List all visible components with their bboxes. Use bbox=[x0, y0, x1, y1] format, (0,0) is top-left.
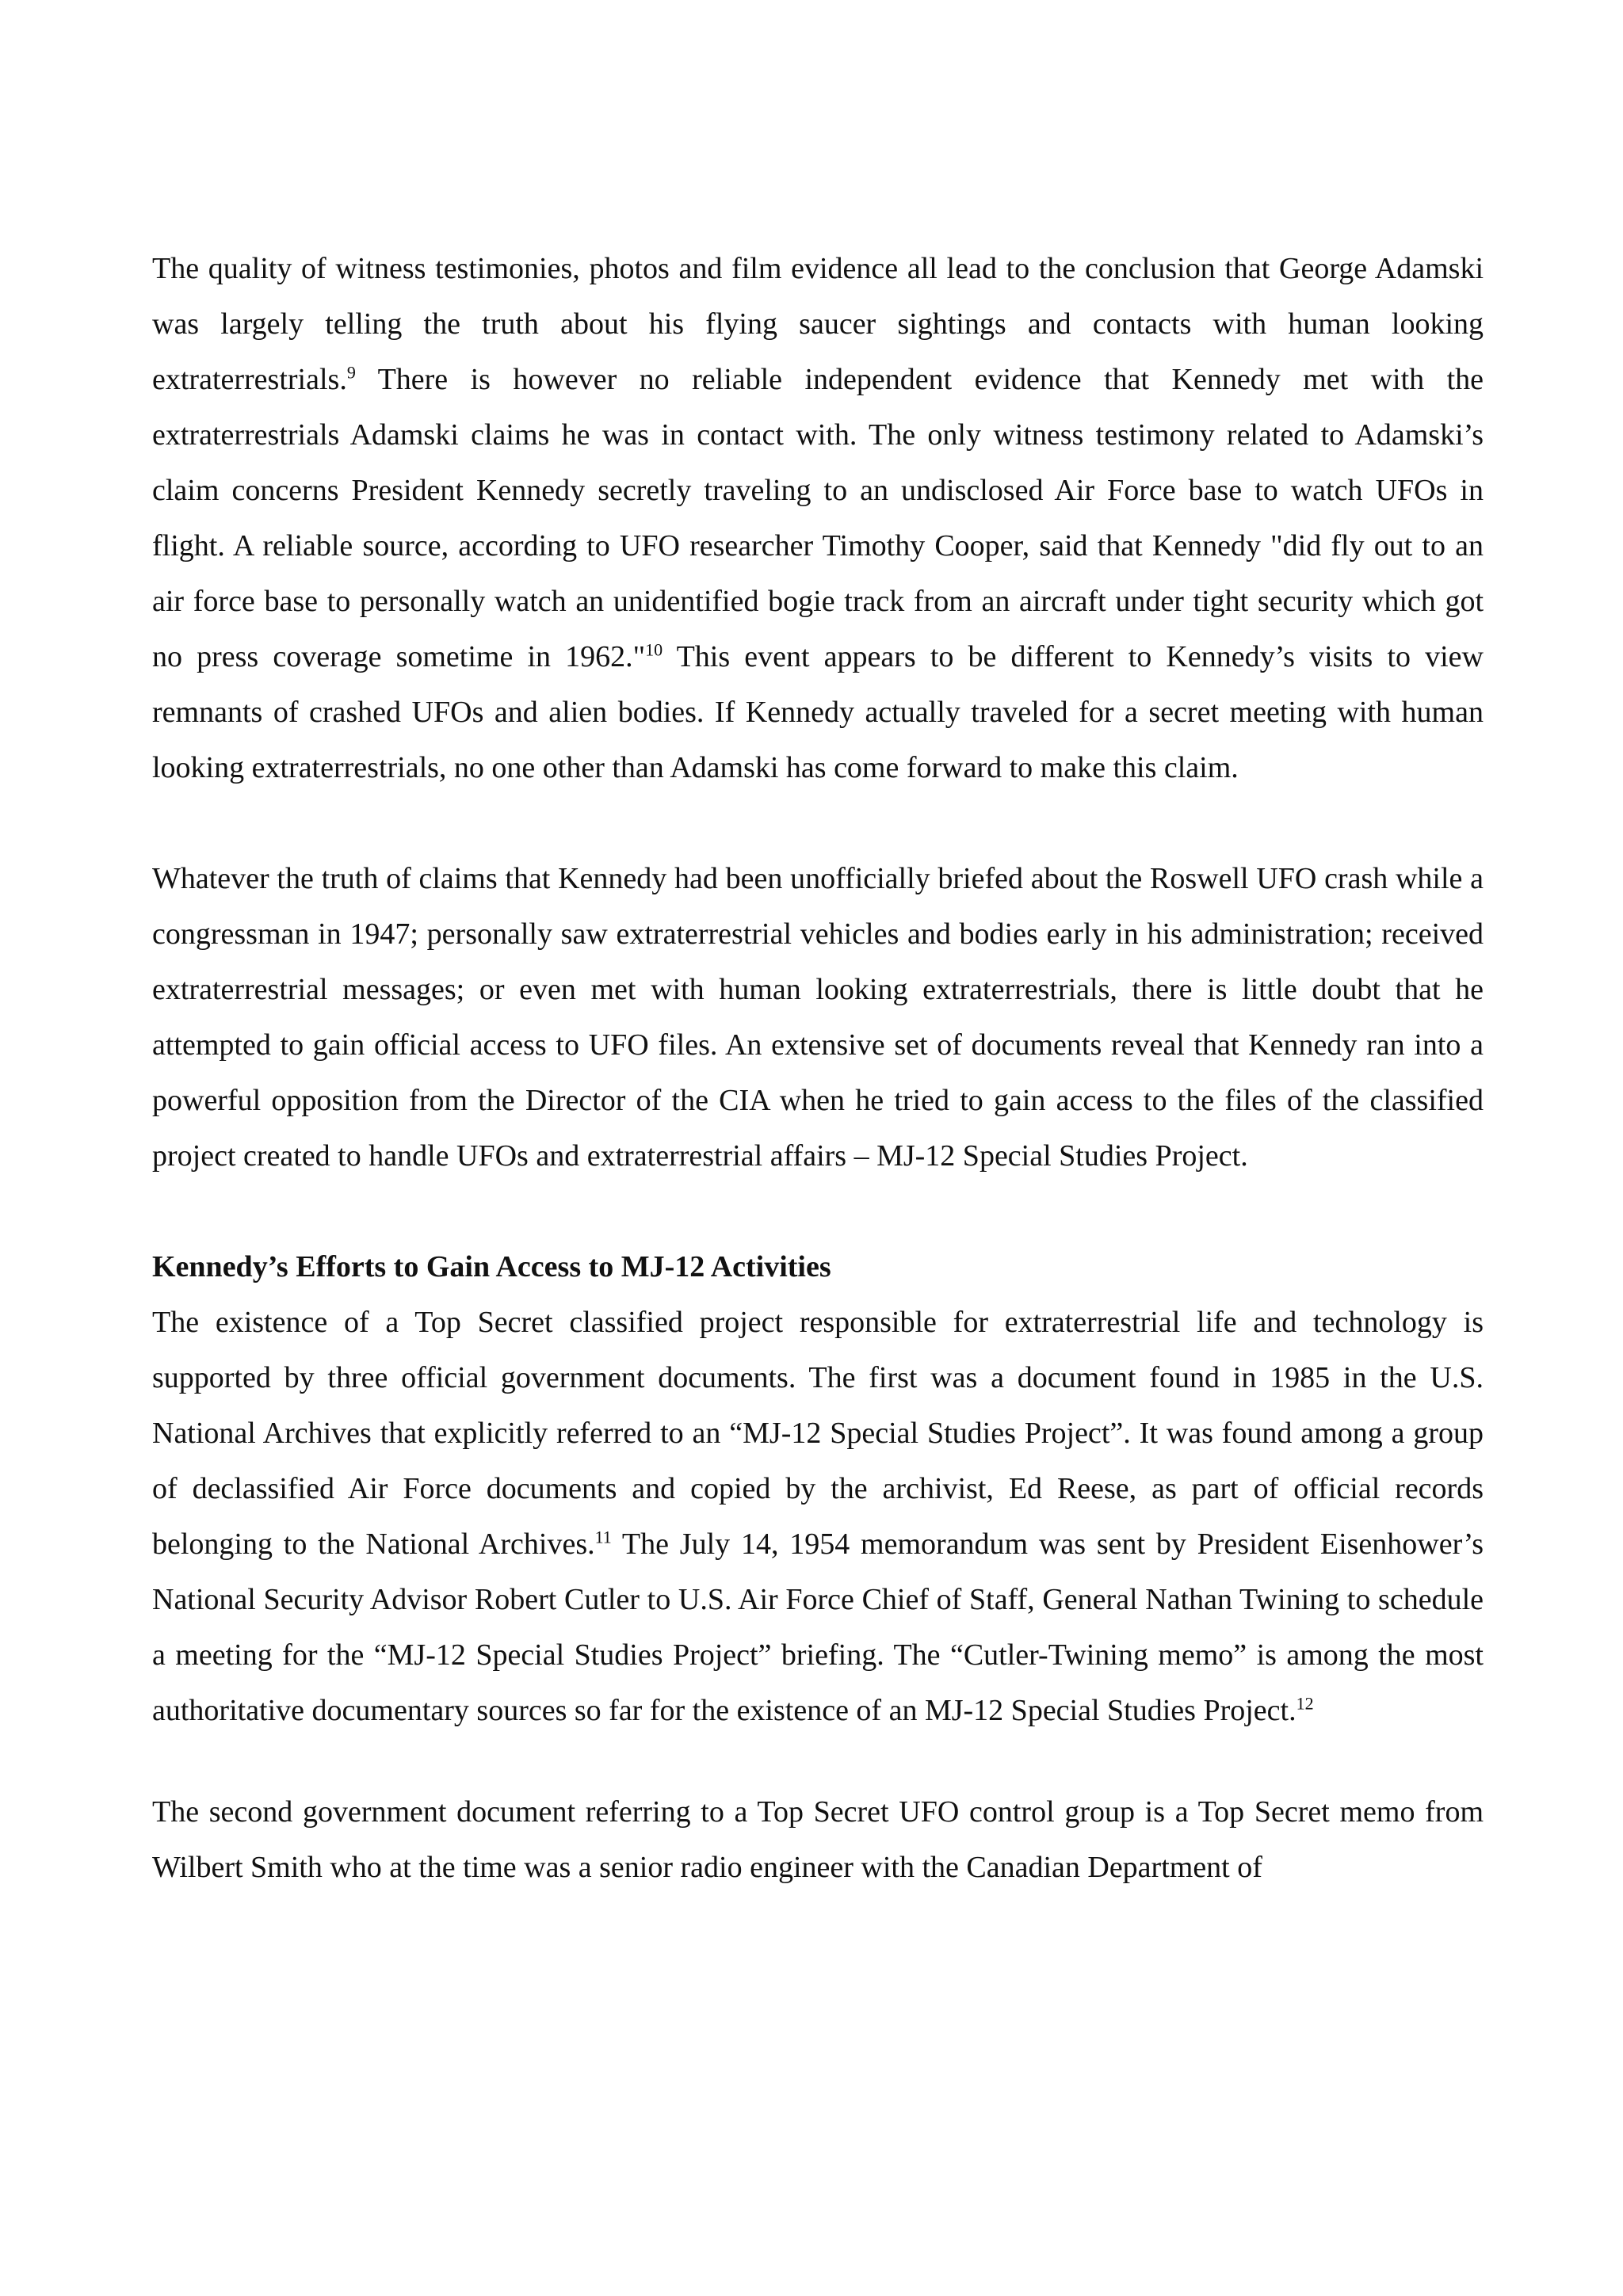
paragraph-text: There is however no reliable independent evidence that Kennedy met with the extraterrestrials Adamski claims he was in contact with. The only witness testimony related to Adamski’s claim concerns President Kennedy secretly traveling to an undisclosed Air Force base to watch UFOs in flight. A reliable source, according to UFO researcher Timothy Cooper, said that Kennedy "did fly out to an air force base to personally watch an unidentified bogie track from an aircraft under tight security which got no press coverage sometime in 1962." bbox=[152, 363, 1484, 673]
document-page bbox=[152, 241, 1484, 1895]
paragraph-text: This event appears to be different to Kennedy’s visits to view remnants of crashed UFOs and alien bodies. If Kennedy actually traveled for a secret meeting with human looking extraterrestrials, no one other than Adamski has come forward to make this claim. bbox=[152, 640, 1484, 784]
paragraph-wilbert-smith-memo bbox=[152, 1784, 1484, 1895]
paragraph-spacer bbox=[152, 1184, 1484, 1239]
paragraph-spacer bbox=[152, 1738, 1484, 1784]
paragraph-adamski-evidence bbox=[152, 241, 1484, 795]
paragraph-text: Whatever the truth of claims that Kennedy had been unofficially briefed about the Roswell UFO crash while a congressman in 1947; personally saw extraterrestrial vehicles and bodies early in his administration; received extraterrestrial messages; or even met with human looking extraterrestrials, there is little doubt that he attempted to gain official access to UFO files. An extensive set of documents reveal that Kennedy ran into a powerful opposition from the Director of the CIA when he tried to gain access to the files of the classified project created to handle UFOs and extraterrestrial affairs – MJ-12 Special Studies Project. bbox=[152, 862, 1484, 1173]
paragraph-spacer bbox=[152, 795, 1484, 851]
paragraph-kennedy-ufo-files bbox=[152, 851, 1484, 1184]
paragraph-text: The second government document referring to a Top Secret UFO control group is a Top Secret memo from Wilbert Smith who at the time was a senior radio engineer with the Canadian Department of bbox=[152, 1795, 1484, 1884]
paragraph-text: The quality of witness testimonies, photos and film evidence all lead to the conclusion that George Adamski was largely telling the truth about his flying saucer sightings and contacts with human looking extraterrestrials. bbox=[152, 252, 1484, 396]
footnote-marker[interactable]: 10 bbox=[645, 639, 663, 660]
paragraph-text: The July 14, 1954 memorandum was sent by President Eisenhower’s National Security Advisor Robert Cutler to U.S. Air Force Chief of Staff, General Nathan Twining to schedule a meeting for the “MJ-12 Special Studies Project” briefing. The “Cutler-Twining memo” is among the most authoritative documentary sources so far for the existence of an MJ-12 Special Studies Project. bbox=[152, 1527, 1484, 1727]
footnote-marker[interactable]: 9 bbox=[346, 362, 356, 383]
footnote-marker[interactable]: 11 bbox=[594, 1527, 612, 1547]
paragraph-mj12-documents bbox=[152, 1295, 1484, 1738]
paragraph-text: The existence of a Top Secret classified project responsible for extraterrestrial life and technology is supported by three official government documents. The first was a document found in 1985 in the U.S. National Archives that explicitly referred to an “MJ-12 Special Studies Project”. It was found among a group of declassified Air Force documents and copied by the archivist, Ed Reese, as part of official records belonging to the National Archives. bbox=[152, 1306, 1484, 1561]
section-heading: Kennedy’s Efforts to Gain Access to MJ-12 Activities bbox=[152, 1250, 831, 1283]
footnote-marker[interactable]: 12 bbox=[1296, 1693, 1314, 1714]
